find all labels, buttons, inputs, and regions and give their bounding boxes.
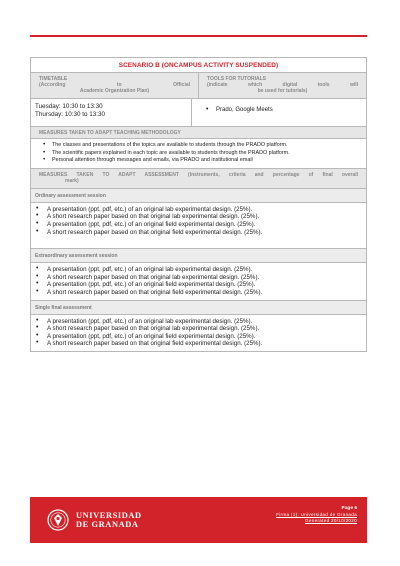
generated-date: Generated 20/10/2020: [305, 518, 357, 524]
assessment-item: • A presentation (ppt, pdf, etc.) of an original field experimental design. (25%).: [35, 333, 362, 341]
tools-label: TOOLS FOR TUTORIALS: [207, 76, 266, 82]
footer-meta: [237, 506, 357, 525]
session-single-final: [31, 315, 366, 351]
tools-cell: [192, 99, 366, 126]
assessment-item: • A presentation (ppt, pdf, etc.) of an original lab experimental design. (25%).: [35, 318, 362, 326]
methodology-item: • The classes and presentations of the topics are available to students through the PRADO platform.: [41, 142, 358, 150]
session-title-extraordinary: Extraordinary assessment session: [31, 249, 366, 263]
methodology-item: • Personal attention through messages and emails, via PRADO and institutional email: [41, 157, 358, 165]
tools-note-line: (indicate which digital tools will: [207, 82, 359, 88]
tools-header: [199, 73, 366, 98]
university-logo-text: UNIVERSIDAD DE GRANADA: [76, 511, 142, 529]
session-title-ordinary: Ordinary assessment session: [31, 189, 366, 203]
methodology-item: • The scientific papers explained in each topic are available to students through the PRADO platform.: [41, 150, 358, 158]
course-guide-table: [30, 57, 367, 352]
session-ordinary: [31, 203, 366, 249]
scenario-title: SCENARIO B (ONCAMPUS ACTIVITY SUSPENDED): [31, 58, 366, 73]
assessment-item: • A short research paper based on that original lab experimental design. (25%).: [35, 325, 362, 333]
assessment-item: • A presentation (ppt, pdf, etc.) of an original lab experimental design. (25%).: [35, 266, 362, 274]
session-extraordinary: [31, 263, 366, 300]
session-title-single-final: Single final assessment: [31, 301, 366, 315]
tool-item: • Prado, Google Meets: [206, 107, 358, 113]
timetable-header: [31, 73, 199, 98]
schedule-cell: [31, 99, 192, 126]
methodology-heading: MEASURES TAKEN TO ADAPT TEACHING METHODOLOGY: [31, 127, 366, 139]
assessment-item: • A short research paper based on that original lab experimental design. (25%).: [35, 213, 362, 221]
assessment-heading: MEASURES TAKEN TO ADAPT ASSESSMENT (Instruments, criteria and percentage of final overall mark): [31, 169, 366, 189]
tools-note-line-2: be used for tutorials): [257, 88, 308, 94]
assessment-item: • A short research paper based on that original field experimental design. (25%).: [35, 289, 362, 297]
signature-line: Firma (1): Universidad de Granada: [276, 512, 357, 517]
assessment-item: • A presentation (ppt, pdf, etc.) of an original field experimental design. (25%).: [35, 281, 362, 289]
page-number: Page 6: [341, 506, 357, 511]
schedule-line: Thursday: 10:30 to 13:30: [35, 110, 106, 118]
university-seal-icon: [47, 509, 69, 531]
header-row: [31, 73, 366, 99]
timetable-note-line: (According to Official: [39, 82, 191, 88]
assessment-item: • A presentation (ppt, pdf, etc.) of an original lab experimental design. (25%).: [35, 206, 362, 214]
assessment-item: • A presentation (ppt, pdf, etc.) of an original field experimental design. (25%).: [35, 221, 362, 229]
footer-band: [30, 497, 367, 543]
methodology-section: [31, 139, 366, 169]
timetable-note-line-2: Academic Organization Plan): [79, 88, 150, 94]
timetable-label: TIMETABLE: [39, 76, 68, 82]
top-red-rule: [30, 35, 367, 37]
assessment-item: • A short research paper based on that original field experimental design. (25%).: [35, 340, 362, 348]
schedule-row: [31, 99, 366, 127]
schedule-line: Tuesday: 10:30 to 13:30: [35, 103, 103, 110]
assessment-item: • A short research paper based on that original lab experimental design. (25%).: [35, 274, 362, 282]
assessment-item: • A short research paper based on that original field experimental design. (25%).: [35, 229, 362, 237]
